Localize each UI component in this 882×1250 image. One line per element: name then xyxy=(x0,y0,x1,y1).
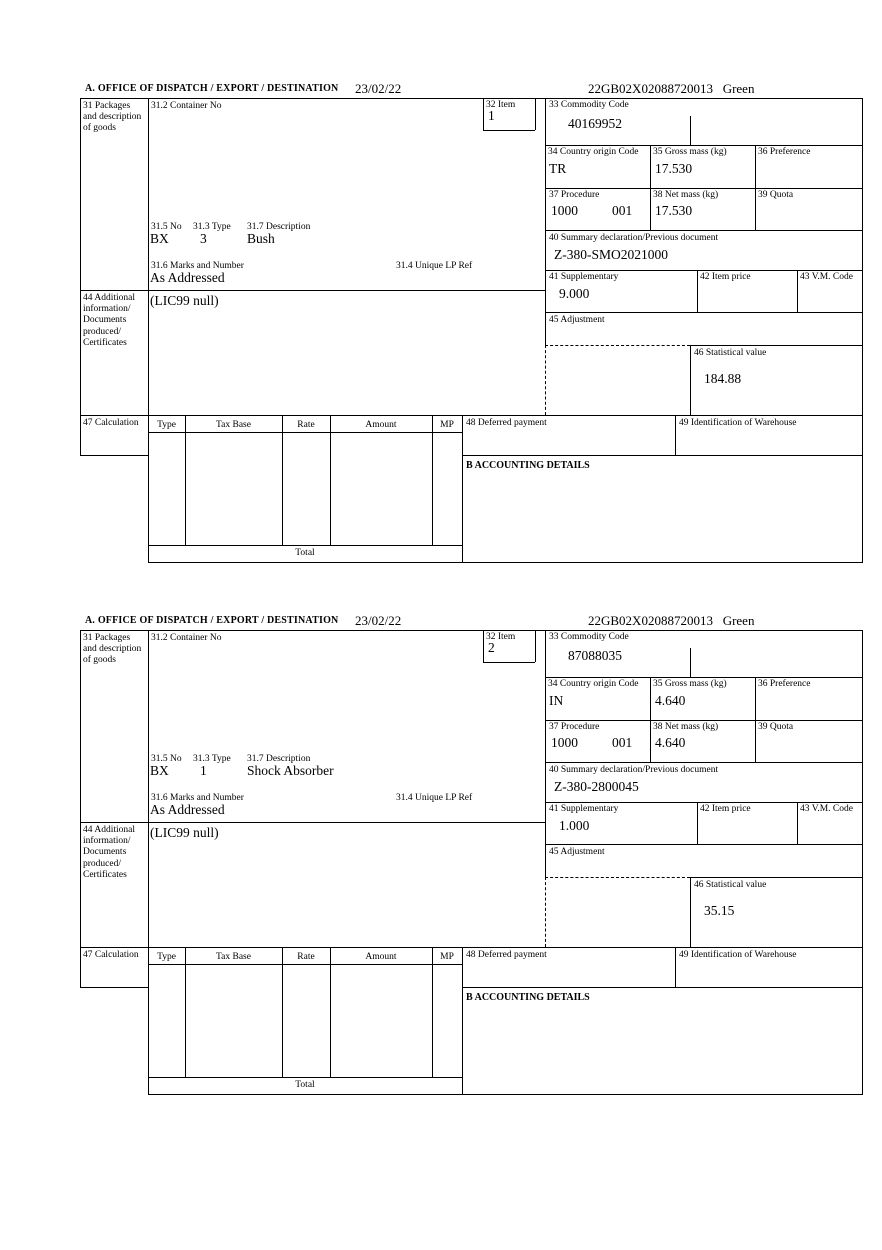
divider xyxy=(80,947,863,948)
packages-kind-value: BX xyxy=(150,231,169,246)
box43-vm-code-label: 43 V.M. Code xyxy=(800,272,853,282)
box31-5-no-label: 31.5 No xyxy=(151,754,182,764)
divider xyxy=(432,415,433,545)
divider xyxy=(690,877,691,947)
divider xyxy=(675,415,676,455)
divider xyxy=(330,415,331,545)
divider xyxy=(797,270,798,312)
dashed-divider xyxy=(545,345,690,346)
box35-gross-mass-label: 35 Gross mass (kg) xyxy=(653,679,727,689)
supplementary-units-value: 9.000 xyxy=(559,286,590,301)
box42-item-price-label: 42 Item price xyxy=(700,272,751,282)
divider xyxy=(80,415,863,416)
divider xyxy=(483,98,484,130)
gross-mass-value: 4.640 xyxy=(655,693,686,708)
divider xyxy=(80,455,148,456)
divider xyxy=(755,145,756,230)
divider xyxy=(432,947,433,1077)
box49-warehouse-label: 49 Identification of Warehouse xyxy=(679,418,797,428)
calc-col-rate-header: Rate xyxy=(297,420,315,430)
box45-adjustment-label: 45 Adjustment xyxy=(549,847,605,857)
divider xyxy=(690,116,691,145)
box36-preference-label: 36 Preference xyxy=(758,679,811,689)
net-mass-value: 17.530 xyxy=(655,203,693,218)
commodity-code-value: 40169952 xyxy=(568,116,622,131)
office-of-dispatch-label: A. OFFICE OF DISPATCH / EXPORT / DESTINATION xyxy=(85,83,339,94)
divider xyxy=(462,455,863,456)
box42-item-price-label: 42 Item price xyxy=(700,804,751,814)
box44-additional-info-label: 44 Additional information/ Documents produced/ Certificates xyxy=(83,825,135,880)
divider xyxy=(697,802,698,844)
summary-declaration-value: Z-380-2800045 xyxy=(554,779,639,794)
divider xyxy=(483,630,484,662)
marks-and-number-value: As Addressed xyxy=(150,802,225,817)
divider xyxy=(80,98,863,99)
divider xyxy=(80,987,148,988)
box39-quota-label: 39 Quota xyxy=(758,722,794,732)
box31-2-container-no-label: 31.2 Container No xyxy=(151,633,222,643)
box31-4-unique-lp-ref-label: 31.4 Unique LP Ref xyxy=(396,793,473,803)
divider xyxy=(462,415,463,562)
divider xyxy=(690,345,691,415)
box33-commodity-code-label: 33 Commodity Code xyxy=(549,632,629,642)
statistical-value: 35.15 xyxy=(704,903,735,918)
box37-procedure-label: 37 Procedure xyxy=(549,722,600,732)
divider xyxy=(650,145,651,230)
divider xyxy=(862,98,863,562)
divider xyxy=(148,1077,462,1078)
procedure-value: 1000 xyxy=(551,735,578,750)
divider xyxy=(80,98,81,455)
divider xyxy=(675,947,676,987)
divider xyxy=(545,720,863,721)
divider xyxy=(545,145,863,146)
divider xyxy=(690,877,863,878)
divider xyxy=(80,290,545,291)
country-origin-value: TR xyxy=(549,161,567,176)
box35-gross-mass-label: 35 Gross mass (kg) xyxy=(653,147,727,157)
dashed-divider xyxy=(545,877,690,878)
box31-packages-label: 31 Packages and description of goods xyxy=(83,101,142,134)
item-number-value: 2 xyxy=(488,640,495,655)
divider xyxy=(483,662,535,663)
box31-7-description-label: 31.7 Description xyxy=(247,754,311,764)
box31-packages-label: 31 Packages and description of goods xyxy=(83,633,142,666)
divider xyxy=(80,822,545,823)
divider xyxy=(545,762,863,763)
divider xyxy=(185,415,186,545)
divider xyxy=(862,630,863,1094)
divider xyxy=(535,630,536,662)
divider xyxy=(80,630,81,987)
box34-country-origin-label: 34 Country origin Code xyxy=(548,147,639,157)
calc-col-mp-header: MP xyxy=(440,420,454,430)
box32-item-label: 32 Item xyxy=(486,100,516,110)
additional-information-value: (LIC99 null) xyxy=(150,825,219,840)
box34-country-origin-label: 34 Country origin Code xyxy=(548,679,639,689)
divider xyxy=(80,630,863,631)
goods-description-value: Bush xyxy=(247,231,275,246)
divider xyxy=(483,130,535,131)
box39-quota-label: 39 Quota xyxy=(758,190,794,200)
box31-3-type-label: 31.3 Type xyxy=(193,222,231,232)
divider xyxy=(690,648,691,677)
calc-col-amount-header: Amount xyxy=(365,952,397,962)
divider xyxy=(148,545,462,546)
procedure-additional-value: 001 xyxy=(612,735,633,750)
declaration-date-value: 23/02/22 xyxy=(355,613,402,628)
calc-total-label: Total xyxy=(295,548,315,558)
divider xyxy=(282,947,283,1077)
box32-item-label: 32 Item xyxy=(486,632,516,642)
box31-6-marks-label: 31.6 Marks and Number xyxy=(151,793,244,803)
divider xyxy=(545,844,863,845)
packages-number-value: 3 xyxy=(200,231,207,246)
box47-calculation-label: 47 Calculation xyxy=(83,950,139,960)
box31-2-container-no-label: 31.2 Container No xyxy=(151,101,222,111)
box38-net-mass-label: 38 Net mass (kg) xyxy=(653,722,719,732)
divider xyxy=(148,432,462,433)
divider xyxy=(282,415,283,545)
box36-preference-label: 36 Preference xyxy=(758,147,811,157)
declaration-date-value: 23/02/22 xyxy=(355,81,402,96)
divider xyxy=(148,630,149,1094)
calc-total-label: Total xyxy=(295,1080,315,1090)
box31-4-unique-lp-ref-label: 31.4 Unique LP Ref xyxy=(396,261,473,271)
divider xyxy=(330,947,331,1077)
packages-kind-value: BX xyxy=(150,763,169,778)
box40-summary-declaration-label: 40 Summary declaration/Previous document xyxy=(549,765,719,775)
accounting-details-label: B ACCOUNTING DETAILS xyxy=(466,992,590,1003)
divider xyxy=(797,802,798,844)
dashed-divider xyxy=(545,877,546,947)
box43-vm-code-label: 43 V.M. Code xyxy=(800,804,853,814)
divider xyxy=(148,964,462,965)
box31-6-marks-label: 31.6 Marks and Number xyxy=(151,261,244,271)
accounting-details-label: B ACCOUNTING DETAILS xyxy=(466,460,590,471)
goods-description-value: Shock Absorber xyxy=(247,763,334,778)
country-origin-value: IN xyxy=(549,693,564,708)
box31-5-no-label: 31.5 No xyxy=(151,222,182,232)
divider xyxy=(462,987,863,988)
declaration-reference-value: 22GB02X02088720013 Green xyxy=(588,613,755,628)
office-of-dispatch-label: A. OFFICE OF DISPATCH / EXPORT / DESTINATION xyxy=(85,615,339,626)
divider xyxy=(185,947,186,1077)
box47-calculation-label: 47 Calculation xyxy=(83,418,139,428)
box45-adjustment-label: 45 Adjustment xyxy=(549,315,605,325)
box46-statistical-value-label: 46 Statistical value xyxy=(694,348,767,358)
calc-col-type-header: Type xyxy=(157,952,176,962)
box41-supplementary-label: 41 Supplementary xyxy=(549,272,619,282)
divider xyxy=(545,270,863,271)
calc-col-amount-header: Amount xyxy=(365,420,397,430)
divider xyxy=(148,562,863,563)
divider xyxy=(535,98,536,130)
box37-procedure-label: 37 Procedure xyxy=(549,190,600,200)
box31-7-description-label: 31.7 Description xyxy=(247,222,311,232)
divider xyxy=(545,630,546,877)
net-mass-value: 4.640 xyxy=(655,735,686,750)
additional-information-value: (LIC99 null) xyxy=(150,293,219,308)
procedure-additional-value: 001 xyxy=(612,203,633,218)
declaration-reference-value: 22GB02X02088720013 Green xyxy=(588,81,755,96)
box38-net-mass-label: 38 Net mass (kg) xyxy=(653,190,719,200)
divider xyxy=(545,802,863,803)
procedure-value: 1000 xyxy=(551,203,578,218)
divider xyxy=(545,312,863,313)
packages-number-value: 1 xyxy=(200,763,207,778)
box40-summary-declaration-label: 40 Summary declaration/Previous document xyxy=(549,233,719,243)
divider xyxy=(697,270,698,312)
box33-commodity-code-label: 33 Commodity Code xyxy=(549,100,629,110)
divider xyxy=(755,677,756,762)
box46-statistical-value-label: 46 Statistical value xyxy=(694,880,767,890)
calc-col-mp-header: MP xyxy=(440,952,454,962)
box44-additional-info-label: 44 Additional information/ Documents produced/ Certificates xyxy=(83,293,135,348)
box49-warehouse-label: 49 Identification of Warehouse xyxy=(679,950,797,960)
box41-supplementary-label: 41 Supplementary xyxy=(549,804,619,814)
calc-col-type-header: Type xyxy=(157,420,176,430)
calc-col-rate-header: Rate xyxy=(297,952,315,962)
divider xyxy=(148,98,149,562)
divider xyxy=(545,188,863,189)
supplementary-units-value: 1.000 xyxy=(559,818,590,833)
sad-item-block xyxy=(80,80,863,563)
box31-3-type-label: 31.3 Type xyxy=(193,754,231,764)
statistical-value: 184.88 xyxy=(704,371,742,386)
gross-mass-value: 17.530 xyxy=(655,161,693,176)
box48-deferred-payment-label: 48 Deferred payment xyxy=(466,418,547,428)
item-number-value: 1 xyxy=(488,108,495,123)
dashed-divider xyxy=(545,345,546,415)
calc-col-tax-base-header: Tax Base xyxy=(216,420,251,430)
divider xyxy=(545,98,546,345)
divider xyxy=(690,345,863,346)
divider xyxy=(545,230,863,231)
divider xyxy=(545,677,863,678)
summary-declaration-value: Z-380-SMO2021000 xyxy=(554,247,668,262)
divider xyxy=(148,1094,863,1095)
divider xyxy=(462,947,463,1094)
box48-deferred-payment-label: 48 Deferred payment xyxy=(466,950,547,960)
marks-and-number-value: As Addressed xyxy=(150,270,225,285)
sad-item-block xyxy=(80,612,863,1095)
divider xyxy=(650,677,651,762)
commodity-code-value: 87088035 xyxy=(568,648,622,663)
calc-col-tax-base-header: Tax Base xyxy=(216,952,251,962)
